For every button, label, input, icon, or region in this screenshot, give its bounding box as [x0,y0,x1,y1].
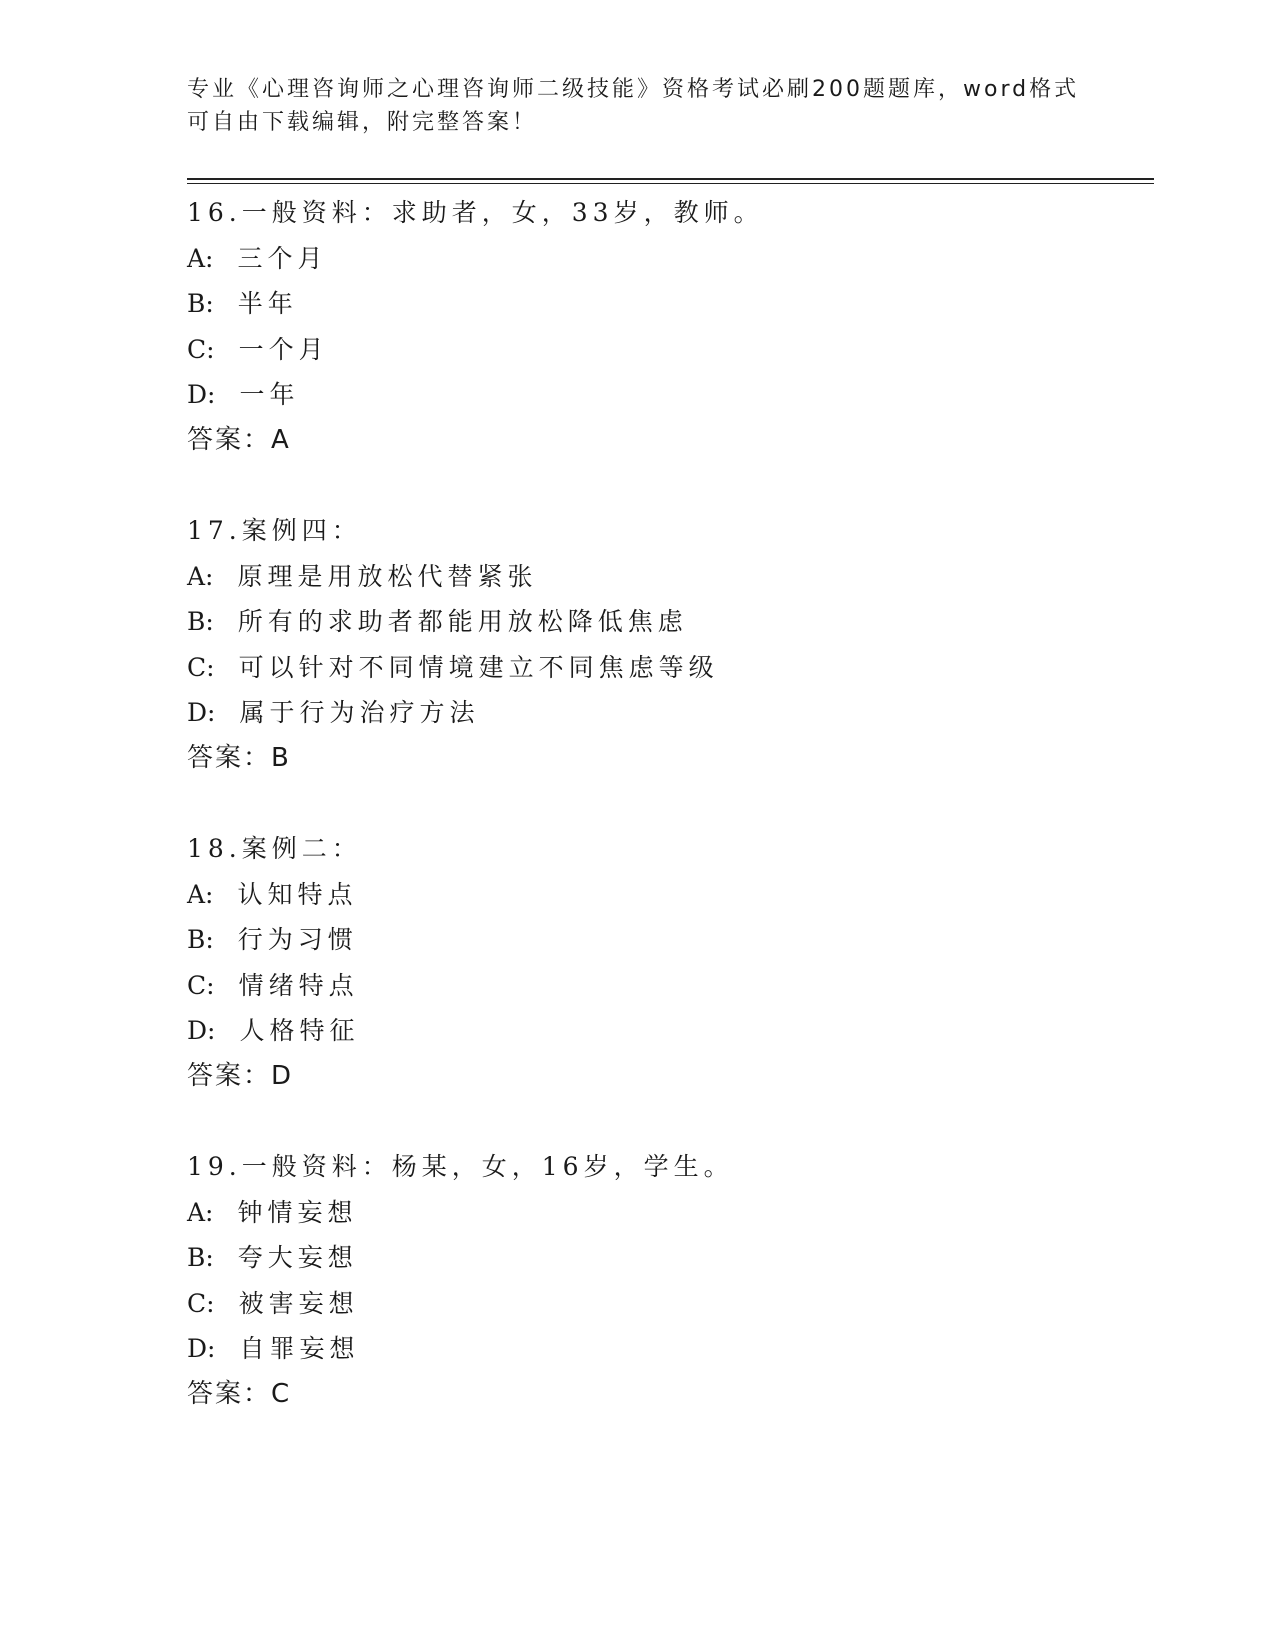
option-text: 原理是用放松代替紧张 [237,561,538,591]
option-text: 人格特征 [239,1016,360,1045]
option-text: 所有的求助者都能用放松降低焦虑 [237,607,688,636]
option-letter: A: [187,243,214,273]
question-16 [187,190,1147,463]
option-letter: B: [187,1243,214,1272]
question-list [187,190,1147,1462]
option-a [187,554,1147,600]
question-stem: 16.一般资料：求助者，女，33岁，教师。 [187,198,764,227]
answer-line: 答案：D [187,1060,294,1091]
option-text: 可以针对不同情境建立不同焦虑等级 [238,652,719,682]
option-text: 行为习惯 [237,925,358,954]
header-line-2: 可自由下载编辑，附完整答案！ [187,110,538,135]
option-letter: D: [187,698,216,727]
option-b [187,1235,1147,1281]
option-text: 夸大妄想 [237,1243,358,1272]
answer-line: 答案：B [187,742,291,773]
option-b [187,599,1147,645]
option-letter: A: [187,561,214,591]
option-letter: B: [187,607,214,636]
option-text: 情绪特点 [238,970,359,1000]
option-letter: C: [187,970,215,1000]
question-17 [187,508,1147,781]
option-text: 钟情妄想 [237,1197,358,1227]
question-stem: 17.案例四： [187,516,362,545]
header-divider-thick [187,178,1154,180]
option-text: 自罪妄想 [239,1334,360,1363]
option-a [187,1190,1147,1236]
question-18 [187,826,1147,1099]
option-text: 一个月 [238,334,329,364]
option-letter: D: [187,380,216,409]
option-letter: C: [187,652,215,682]
option-letter: C: [187,1288,215,1318]
option-letter: A: [187,1197,214,1227]
question-19 [187,1144,1147,1417]
option-b [187,281,1147,327]
header-line-1: 专业《心理咨询师之心理咨询师二级技能》资格考试必刷200题题库，word格式 [187,77,1080,102]
question-stem: 19.一般资料：杨某，女，16岁，学生。 [187,1152,734,1181]
question-stem: 18.案例二： [187,834,362,863]
option-letter: D: [187,1016,216,1045]
option-d [187,1326,1147,1372]
option-text: 一年 [239,380,300,409]
option-letter: B: [187,925,214,954]
answer-line: 答案：A [187,424,291,455]
option-c [187,1281,1147,1327]
option-letter: D: [187,1334,216,1363]
header-divider-thin [187,183,1154,184]
option-text: 半年 [237,289,298,318]
option-b [187,917,1147,963]
option-text: 被害妄想 [238,1288,359,1318]
option-c [187,645,1147,691]
option-text: 属于行为治疗方法 [239,698,480,727]
option-c [187,327,1147,373]
option-d [187,372,1147,418]
option-a [187,872,1147,918]
option-letter: C: [187,334,215,364]
option-a [187,236,1147,282]
option-d [187,1008,1147,1054]
option-text: 认知特点 [237,879,358,909]
option-d [187,690,1147,736]
option-letter: A: [187,879,214,909]
option-letter: B: [187,289,214,318]
document-header [187,73,1080,139]
answer-line: 答案：C [187,1378,292,1409]
option-c [187,963,1147,1009]
option-text: 三个月 [237,243,328,273]
